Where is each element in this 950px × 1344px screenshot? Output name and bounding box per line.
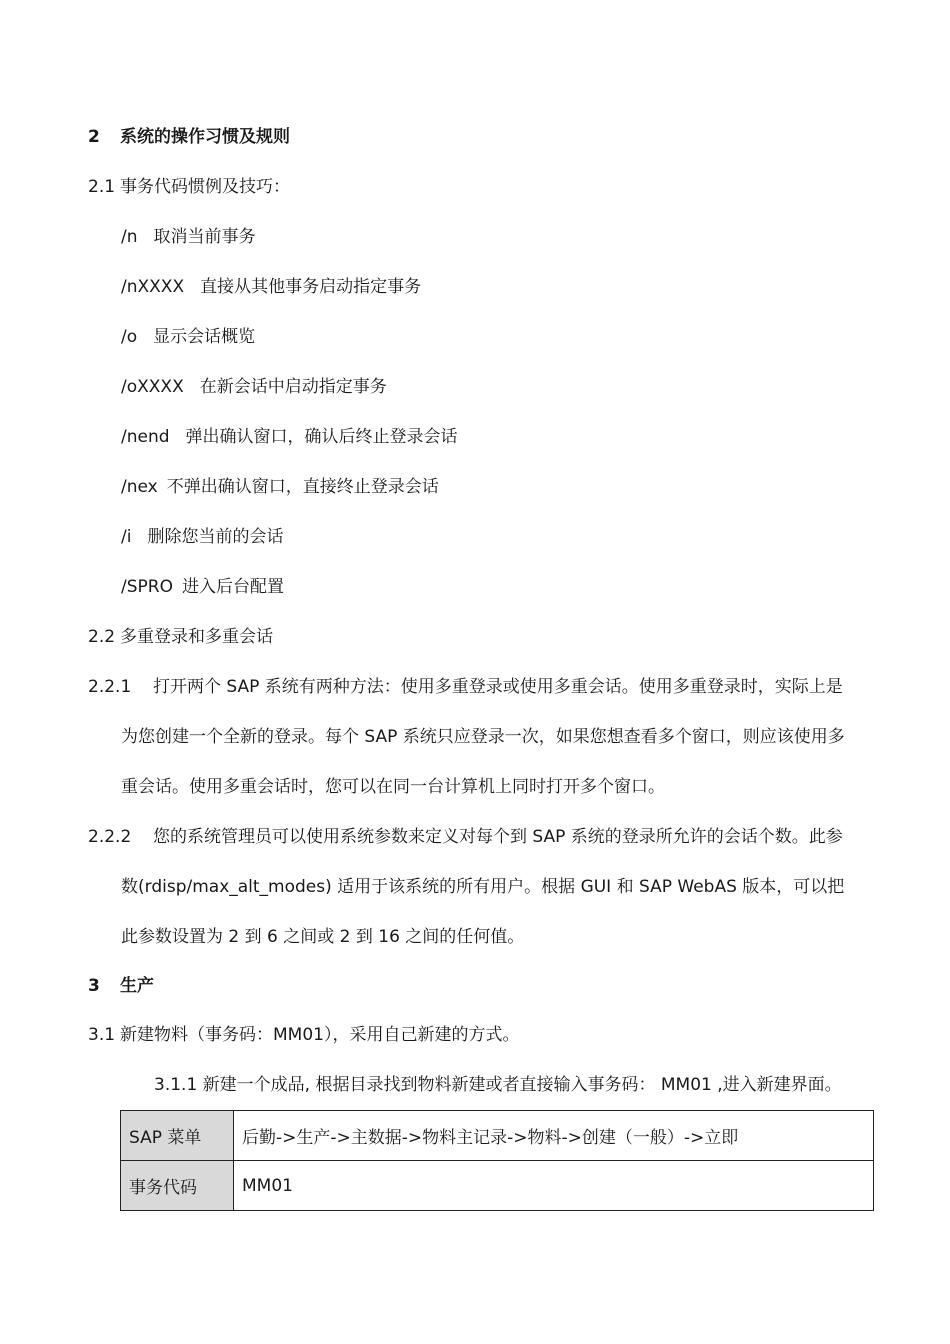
- paragraph-number: 2.2.2: [88, 827, 132, 847]
- code-item: [121, 526, 283, 548]
- code-item: [121, 376, 387, 398]
- section-title: 多重登录和多重会话: [120, 627, 273, 647]
- table-row: [121, 1161, 874, 1211]
- section-3-1-heading: [88, 1024, 519, 1046]
- code: /nex: [121, 477, 158, 497]
- code-desc: 显示会话概览: [153, 327, 256, 347]
- code-item: [121, 426, 458, 448]
- section-number: 2.1: [88, 177, 116, 197]
- table-value-cell: MM01: [234, 1161, 874, 1211]
- code: /i: [121, 527, 132, 547]
- code-desc: 删除您当前的会话: [147, 527, 284, 547]
- section-title: 新建物料（事务码：MM01），采用自己新建的方式。: [120, 1025, 520, 1045]
- paragraph-2-2-2-line-3: 此参数设置为 2 到 6 之间或 2 到 16 之间的任何值。: [121, 927, 525, 947]
- table-label-cell: 事务代码: [121, 1161, 234, 1211]
- section-3-heading: [88, 975, 154, 997]
- code-item: [121, 576, 284, 598]
- code-item: [121, 276, 421, 298]
- transaction-table: [120, 1110, 874, 1211]
- paragraph-text: 您的系统管理员可以使用系统参数来定义对每个到 SAP 系统的登录所允许的会话个数。此参: [153, 827, 843, 847]
- paragraph-2-2-1-line-1: [88, 676, 843, 698]
- table-value-cell: 后勤->生产->主数据->物料主记录->物料->创建（一般）->立即: [234, 1111, 874, 1161]
- paragraph-2-2-1-line-3: 重会话。使用多重会话时，您可以在同一台计算机上同时打开多个窗口。: [121, 777, 665, 797]
- paragraph-2-2-2-line-1: [88, 826, 843, 848]
- code-item: [121, 326, 255, 348]
- section-2-heading: [88, 126, 290, 148]
- paragraph-2-2-1-line-2: 为您创建一个全新的登录。每个 SAP 系统只应登录一次，如果您想查看多个窗口，则应该使用多: [121, 727, 845, 747]
- section-title: 生产: [120, 976, 154, 996]
- code: /oXXXX: [121, 377, 184, 397]
- code-item: [121, 476, 439, 498]
- section-number: 2: [88, 127, 100, 147]
- code: /n: [121, 227, 138, 247]
- section-title: 系统的操作习惯及规则: [120, 127, 290, 147]
- code: /o: [121, 327, 138, 347]
- code: /nend: [121, 427, 170, 447]
- code: /nXXXX: [121, 277, 185, 297]
- code-desc: 取消当前事务: [153, 227, 256, 247]
- code-item: [121, 226, 256, 248]
- section-2-2-heading: [88, 626, 273, 648]
- code: /SPRO: [121, 577, 173, 597]
- section-number: 2.2: [88, 627, 116, 647]
- code-desc: 直接从其他事务启动指定事务: [200, 277, 422, 297]
- paragraph-number: 2.2.1: [88, 677, 132, 697]
- code-desc: 进入后台配置: [181, 577, 284, 597]
- section-title: 事务代码惯例及技巧：: [120, 177, 290, 197]
- code-desc: 弹出确认窗口，确认后终止登录会话: [185, 427, 458, 447]
- section-number: 3: [88, 976, 100, 996]
- paragraph-text: 打开两个 SAP 系统有两种方法：使用多重登录或使用多重会话。使用多重登录时，实际上是: [153, 677, 843, 697]
- code-desc: 不弹出确认窗口，直接终止登录会话: [166, 477, 439, 497]
- section-2-1-heading: [88, 176, 290, 198]
- section-number: 3.1: [88, 1025, 116, 1045]
- code-desc: 在新会话中启动指定事务: [199, 377, 387, 397]
- table-label-cell: SAP 菜单: [121, 1111, 234, 1161]
- table-row: [121, 1111, 874, 1161]
- section-3-1-1-text: 3.1.1 新建一个成品, 根据目录找到物料新建或者直接输入事务码： MM01 ,进入新建界面。: [154, 1075, 842, 1095]
- paragraph-2-2-2-line-2: 数(rdisp/max_alt_modes) 适用于该系统的所有用户。根据 GUI 和 SAP WebAS 版本，可以把: [121, 877, 845, 897]
